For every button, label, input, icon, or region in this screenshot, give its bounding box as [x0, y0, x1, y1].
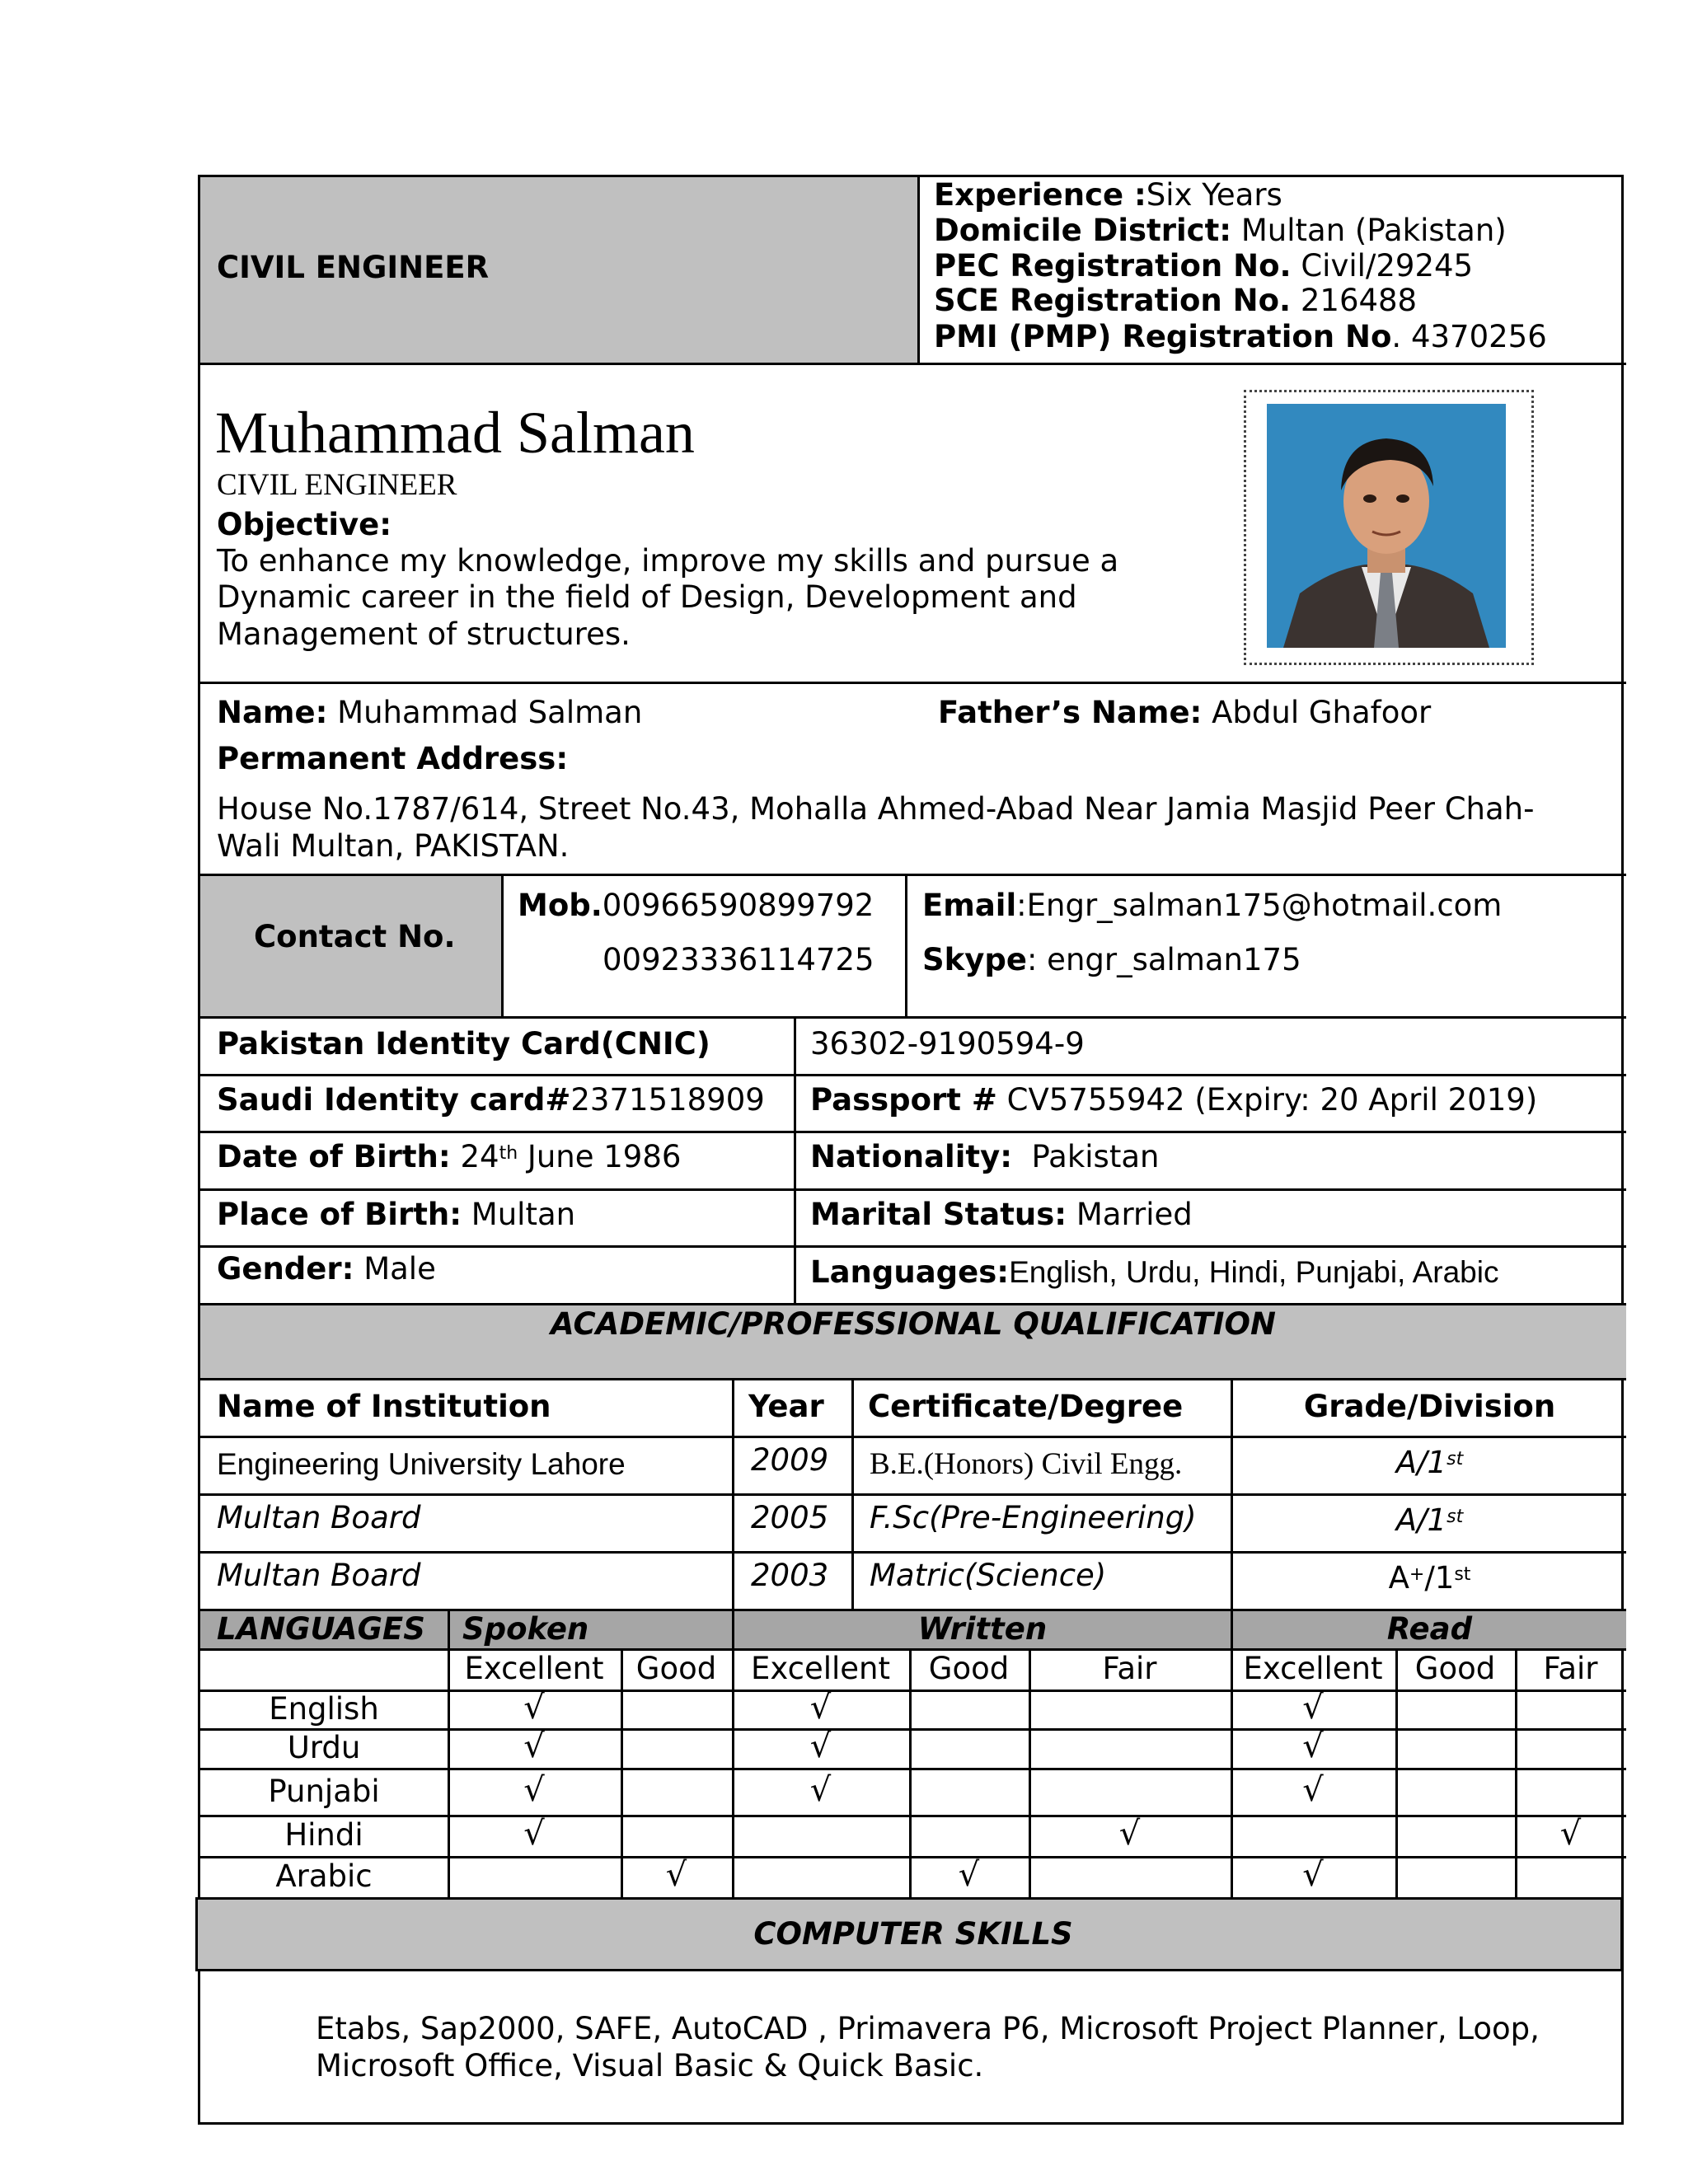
experience-line: Experience :Six Years	[934, 177, 1282, 213]
divider	[905, 876, 907, 1016]
degree-cell: B.E.(Honors) Civil Engg.	[870, 1447, 1183, 1481]
skills-line: Etabs, Sap2000, SAFE, AutoCAD , Primavera P6, Microsoft Project Planner, Loop,	[316, 2011, 1540, 2046]
skills-heading: COMPUTER SKILLS	[753, 1916, 1073, 1952]
checkmark-icon: √	[665, 1856, 687, 1894]
written-heading: Written	[917, 1611, 1048, 1647]
divider	[200, 1188, 1626, 1191]
objective-line: To enhance my knowledge, improve my skills and pursue a	[217, 543, 1119, 579]
institution-cell: Multan Board	[217, 1558, 421, 1593]
pob-line: Place of Birth: Multan	[217, 1197, 576, 1232]
divider	[200, 1074, 1626, 1076]
divider	[200, 1378, 1626, 1380]
level-subheader: Good	[635, 1651, 717, 1686]
checkmark-icon: √	[523, 1688, 545, 1727]
checkmark-icon: √	[1302, 1856, 1324, 1894]
saudi-id-line: Saudi Identity card#2371518909	[217, 1082, 765, 1118]
objective-line: Management of structures.	[217, 616, 631, 652]
language-name: Arabic	[275, 1858, 373, 1894]
col-degree: Certificate/Degree	[868, 1389, 1184, 1424]
divider	[917, 177, 920, 363]
year-cell: 2009	[751, 1442, 829, 1478]
grade-cell: A/1st	[1395, 1445, 1464, 1480]
pec-line: PEC Registration No. Civil/29245	[934, 248, 1474, 284]
institution-cell: Engineering University Lahore	[217, 1447, 626, 1481]
objective-label: Objective:	[217, 507, 392, 542]
checkmark-icon: √	[523, 1815, 545, 1853]
level-subheader: Good	[928, 1651, 1010, 1686]
marital-line: Marital Status: Married	[810, 1197, 1193, 1232]
level-subheader: Good	[1414, 1651, 1496, 1686]
academic-heading: ACADEMIC/PROFESSIONAL QUALIFICATION	[551, 1306, 1276, 1342]
cnic-value: 36302-9190594-9	[810, 1026, 1085, 1062]
checkmark-icon: √	[523, 1727, 545, 1765]
level-subheader: Fair	[1102, 1651, 1157, 1686]
pmi-line: PMI (PMP) Registration No. 4370256	[934, 319, 1547, 354]
col-institution: Name of Institution	[217, 1389, 551, 1424]
resume-sheet	[198, 175, 1624, 2125]
checkmark-icon: √	[1302, 1770, 1324, 1809]
degree-cell: Matric(Science)	[870, 1558, 1107, 1593]
languages-line: Languages:English, Urdu, Hindi, Punjabi, Arabic	[810, 1254, 1499, 1290]
col-year: Year	[748, 1389, 824, 1424]
divider	[200, 363, 1626, 365]
level-subheader: Excellent	[750, 1651, 890, 1686]
skype-line: Skype: engr_salman175	[922, 942, 1301, 977]
language-name: English	[269, 1690, 379, 1727]
divider	[200, 1436, 1626, 1438]
checkmark-icon: √	[1302, 1727, 1324, 1765]
checkmark-icon: √	[1302, 1688, 1324, 1727]
checkmark-icon: √	[809, 1727, 832, 1765]
nationality-line: Nationality: Pakistan	[810, 1139, 1160, 1174]
divider	[200, 1245, 1626, 1248]
domicile-line: Domicile District: Multan (Pakistan)	[934, 213, 1507, 248]
header-title: CIVIL ENGINEER	[217, 250, 490, 285]
divider	[200, 1131, 1626, 1133]
mobile-line-2: 00923336114725	[603, 942, 874, 977]
divider	[794, 1016, 796, 1305]
divider	[200, 682, 1626, 684]
email-line: Email:Engr_salman175@hotmail.com	[922, 888, 1503, 923]
checkmark-icon: √	[523, 1770, 545, 1809]
sce-line: SCE Registration No. 216488	[934, 283, 1418, 318]
passport-line: Passport # CV5755942 (Expiry: 20 April 2019)	[810, 1082, 1538, 1118]
read-heading: Read	[1386, 1611, 1473, 1647]
candidate-name: Muhammad Salman	[215, 400, 695, 466]
year-cell: 2003	[751, 1558, 829, 1593]
divider	[501, 876, 504, 1016]
divider	[200, 1551, 1626, 1554]
father-name-line: Father’s Name: Abdul Ghafoor	[938, 695, 1432, 730]
level-subheader: Excellent	[464, 1651, 604, 1686]
level-subheader: Fair	[1543, 1651, 1598, 1686]
language-name: Urdu	[287, 1730, 361, 1765]
col-grade: Grade/Division	[1303, 1389, 1556, 1424]
cnic-label: Pakistan Identity Card(CNIC)	[217, 1026, 710, 1062]
checkmark-icon: √	[809, 1770, 832, 1809]
address-line: Wali Multan, PAKISTAN.	[217, 828, 570, 864]
grade-cell: A/1st	[1395, 1502, 1464, 1538]
year-cell: 2005	[751, 1500, 829, 1535]
skills-line: Microsoft Office, Visual Basic & Quick Basic.	[316, 2048, 984, 2083]
contact-label: Contact No.	[254, 919, 456, 954]
checkmark-icon: √	[1559, 1815, 1582, 1853]
profile-photo	[1267, 404, 1506, 648]
checkmark-icon: √	[958, 1856, 980, 1894]
mobile-line: Mob.00966590899792	[518, 888, 874, 923]
institution-cell: Multan Board	[217, 1500, 421, 1535]
spoken-heading: Spoken	[462, 1611, 589, 1647]
languages-heading: LANGUAGES	[217, 1611, 425, 1647]
grade-cell: A+/1st	[1388, 1560, 1471, 1596]
language-name: Hindi	[284, 1817, 363, 1853]
dob-line: Date of Birth: 24th June 1986	[217, 1139, 682, 1174]
checkmark-icon: √	[1118, 1815, 1141, 1853]
name-line: Name: Muhammad Salman	[217, 695, 643, 730]
address-label: Permanent Address:	[217, 741, 569, 776]
checkmark-icon: √	[809, 1688, 832, 1727]
level-subheader: Excellent	[1243, 1651, 1383, 1686]
language-name: Punjabi	[268, 1773, 380, 1809]
degree-cell: F.Sc(Pre-Engineering)	[870, 1500, 1197, 1535]
divider	[200, 1016, 1626, 1019]
divider	[200, 1493, 1626, 1496]
divider	[200, 1768, 1626, 1770]
objective-line: Dynamic career in the field of Design, Development and	[217, 579, 1077, 615]
address-line: House No.1787/614, Street No.43, Mohalla Ahmed-Abad Near Jamia Masjid Peer Chah-	[217, 791, 1535, 827]
candidate-designation: CIVIL ENGINEER	[217, 468, 457, 502]
gender-line: Gender: Male	[217, 1251, 436, 1286]
